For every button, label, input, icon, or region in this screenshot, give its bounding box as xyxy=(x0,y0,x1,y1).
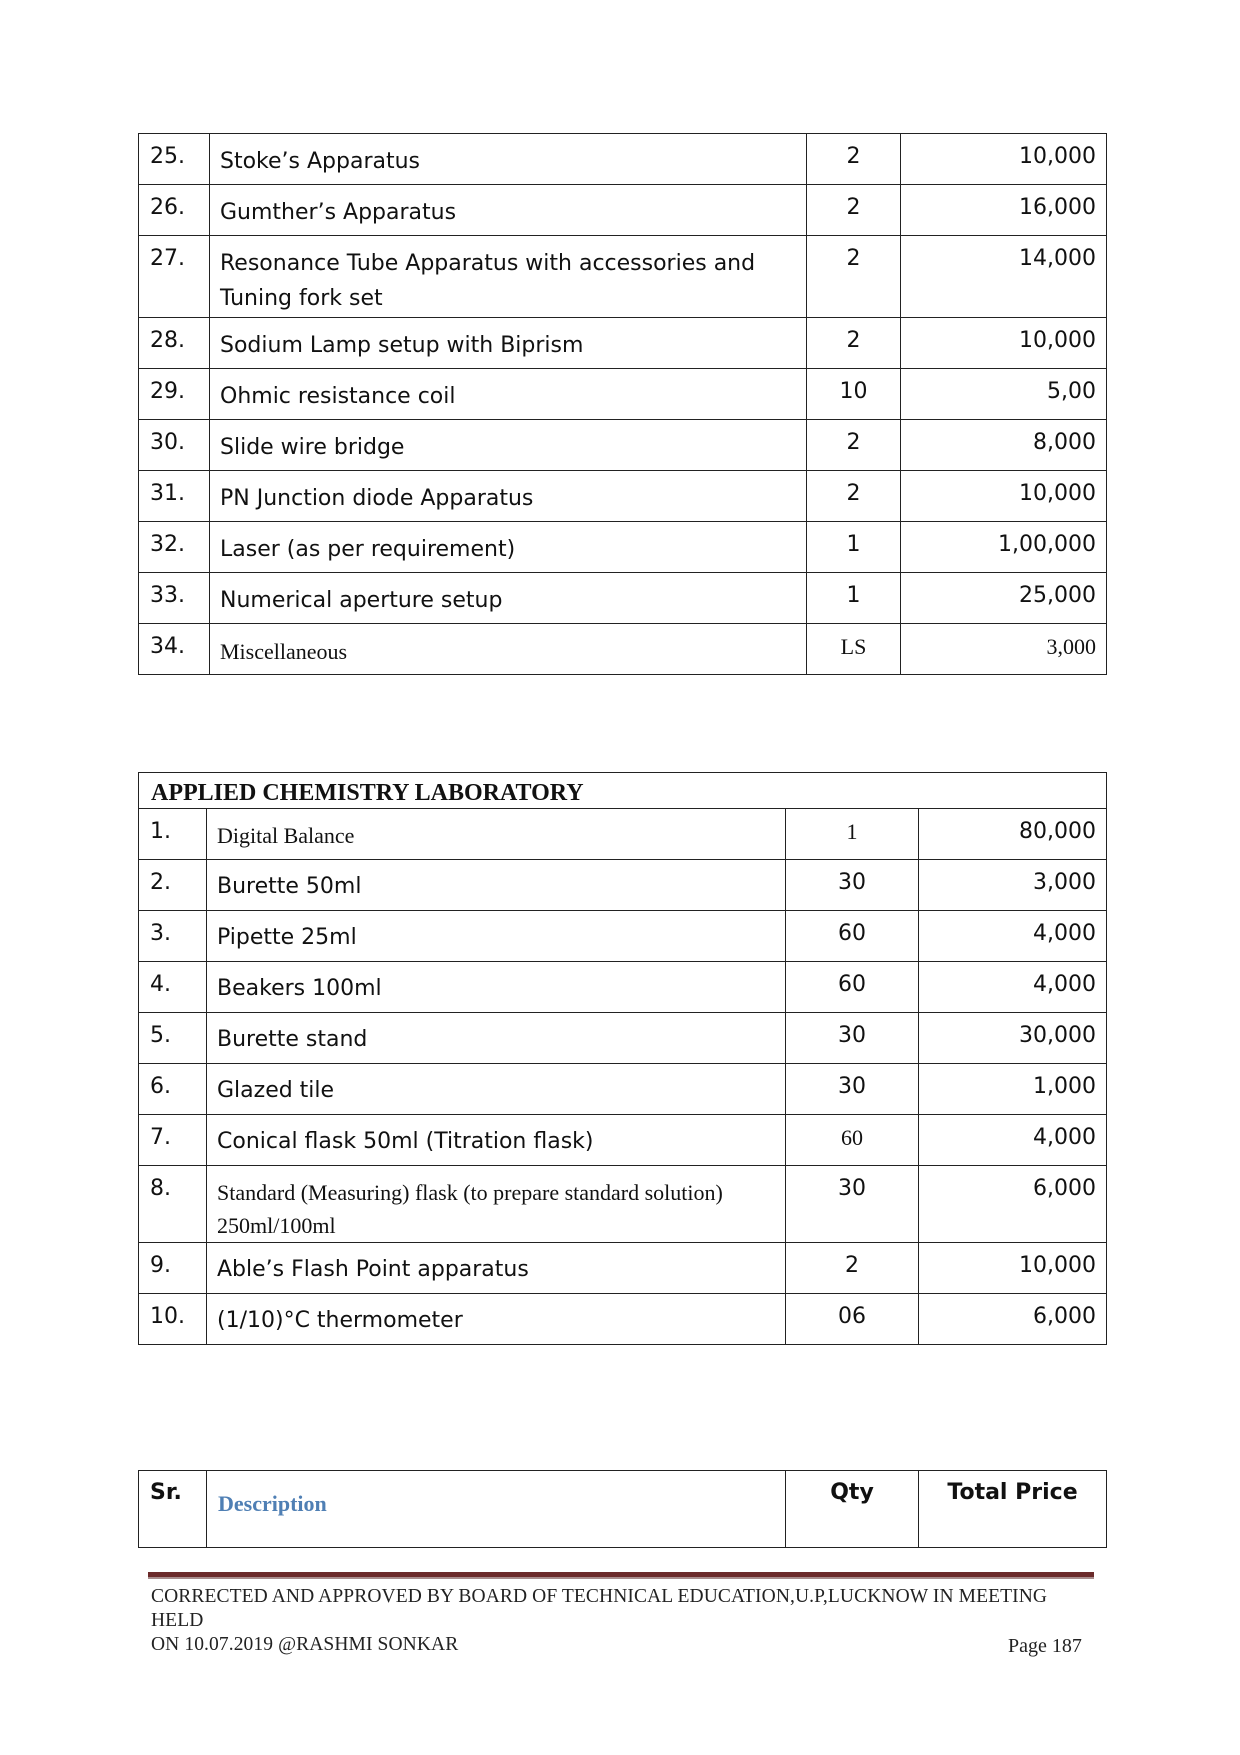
row-total-price: 10,000 xyxy=(901,318,1107,369)
row-serial-number: 29. xyxy=(139,369,210,420)
row-serial-number: 25. xyxy=(139,134,210,185)
table-row xyxy=(139,522,1107,573)
row-quantity: 30 xyxy=(786,1013,919,1064)
table-row xyxy=(139,1243,1107,1294)
row-total-price: 10,000 xyxy=(901,471,1107,522)
table-row xyxy=(139,624,1107,675)
table-row xyxy=(139,962,1107,1013)
row-description: (1/10)°C thermometer xyxy=(207,1294,786,1345)
row-serial-number: 30. xyxy=(139,420,210,471)
physics-table-body xyxy=(139,134,1107,675)
row-description: Digital Balance xyxy=(207,809,786,860)
row-total-price: 5,00 xyxy=(901,369,1107,420)
row-description: Ohmic resistance coil xyxy=(210,369,807,420)
chemistry-equipment-table xyxy=(138,772,1107,1345)
row-total-price: 80,000 xyxy=(919,809,1107,860)
header-total-price: Total Price xyxy=(919,1471,1107,1548)
row-total-price: 1,00,000 xyxy=(901,522,1107,573)
row-description: Gumther’s Apparatus xyxy=(210,185,807,236)
row-serial-number: 7. xyxy=(139,1115,207,1166)
header-qty: Qty xyxy=(786,1471,919,1548)
table-row xyxy=(139,911,1107,962)
row-quantity: 30 xyxy=(786,1166,919,1243)
row-quantity: 10 xyxy=(807,369,901,420)
physics-equipment-table xyxy=(138,133,1107,675)
row-total-price: 4,000 xyxy=(919,911,1107,962)
row-total-price: 4,000 xyxy=(919,1115,1107,1166)
page-number: Page 187 xyxy=(1008,1635,1082,1657)
table-row xyxy=(139,369,1107,420)
row-description: Conical flask 50ml (Titration flask) xyxy=(207,1115,786,1166)
row-description: Numerical aperture setup xyxy=(210,573,807,624)
row-quantity: 30 xyxy=(786,1064,919,1115)
table-row xyxy=(139,318,1107,369)
row-total-price: 8,000 xyxy=(901,420,1107,471)
row-quantity: 06 xyxy=(786,1294,919,1345)
row-description: Laser (as per requirement) xyxy=(210,522,807,573)
row-serial-number: 33. xyxy=(139,573,210,624)
table-row xyxy=(139,1013,1107,1064)
row-quantity: LS xyxy=(807,624,901,675)
row-quantity: 60 xyxy=(786,1115,919,1166)
row-quantity: 2 xyxy=(807,134,901,185)
row-serial-number: 34. xyxy=(139,624,210,675)
row-quantity: 1 xyxy=(807,522,901,573)
row-quantity: 60 xyxy=(786,962,919,1013)
row-serial-number: 1. xyxy=(139,809,207,860)
row-quantity: 60 xyxy=(786,911,919,962)
table-row xyxy=(139,809,1107,860)
row-serial-number: 2. xyxy=(139,860,207,911)
row-description: Glazed tile xyxy=(207,1064,786,1115)
row-description: Sodium Lamp setup with Biprism xyxy=(210,318,807,369)
section-title: APPLIED CHEMISTRY LABORATORY xyxy=(139,773,1107,809)
footer-approval-text xyxy=(151,1585,1101,1657)
row-total-price: 14,000 xyxy=(901,236,1107,318)
row-total-price: 25,000 xyxy=(901,573,1107,624)
table-row xyxy=(139,420,1107,471)
row-total-price: 1,000 xyxy=(919,1064,1107,1115)
row-serial-number: 31. xyxy=(139,471,210,522)
row-serial-number: 27. xyxy=(139,236,210,318)
row-serial-number: 3. xyxy=(139,911,207,962)
row-total-price: 6,000 xyxy=(919,1166,1107,1243)
row-quantity: 2 xyxy=(807,236,901,318)
row-description: PN Junction diode Apparatus xyxy=(210,471,807,522)
header-description: Description xyxy=(207,1471,786,1548)
row-quantity: 2 xyxy=(807,185,901,236)
row-description: Burette stand xyxy=(207,1013,786,1064)
chemistry-table-body xyxy=(139,773,1107,1345)
table-header xyxy=(138,1470,1107,1548)
row-description: Stoke’s Apparatus xyxy=(210,134,807,185)
table-row xyxy=(139,236,1107,318)
row-quantity: 2 xyxy=(807,318,901,369)
row-quantity: 2 xyxy=(807,471,901,522)
table-row xyxy=(139,1294,1107,1345)
row-description: Able’s Flash Point apparatus xyxy=(207,1243,786,1294)
table-row xyxy=(139,471,1107,522)
row-description: Slide wire bridge xyxy=(210,420,807,471)
row-serial-number: 32. xyxy=(139,522,210,573)
row-description: Miscellaneous xyxy=(210,624,807,675)
row-total-price: 6,000 xyxy=(919,1294,1107,1345)
row-serial-number: 9. xyxy=(139,1243,207,1294)
table-row xyxy=(139,860,1107,911)
row-total-price: 30,000 xyxy=(919,1013,1107,1064)
row-serial-number: 5. xyxy=(139,1013,207,1064)
row-quantity: 2 xyxy=(786,1243,919,1294)
header-sr: Sr. xyxy=(139,1471,207,1548)
table-row xyxy=(139,134,1107,185)
row-quantity: 1 xyxy=(807,573,901,624)
footer-line-2: ON 10.07.2019 @RASHMI SONKAR xyxy=(151,1634,459,1655)
row-quantity: 1 xyxy=(786,809,919,860)
row-total-price: 10,000 xyxy=(901,134,1107,185)
table-row xyxy=(139,185,1107,236)
table-row xyxy=(139,573,1107,624)
row-serial-number: 28. xyxy=(139,318,210,369)
row-total-price: 4,000 xyxy=(919,962,1107,1013)
row-total-price: 3,000 xyxy=(901,624,1107,675)
row-serial-number: 6. xyxy=(139,1064,207,1115)
row-description: Resonance Tube Apparatus with accessories and Tuning fork set xyxy=(210,236,807,318)
footer-divider xyxy=(148,1572,1094,1579)
row-serial-number: 8. xyxy=(139,1166,207,1243)
table-row xyxy=(139,1166,1107,1243)
row-description: Burette 50ml xyxy=(207,860,786,911)
row-description: Beakers 100ml xyxy=(207,962,786,1013)
row-quantity: 30 xyxy=(786,860,919,911)
section-title-row xyxy=(139,773,1107,809)
row-serial-number: 10. xyxy=(139,1294,207,1345)
row-serial-number: 26. xyxy=(139,185,210,236)
table-row xyxy=(139,1064,1107,1115)
row-total-price: 16,000 xyxy=(901,185,1107,236)
table-row xyxy=(139,1115,1107,1166)
row-quantity: 2 xyxy=(807,420,901,471)
footer-line-1: CORRECTED AND APPROVED BY BOARD OF TECHNICAL EDUCATION,U.P,LUCKNOW IN MEETING HELD xyxy=(151,1586,1048,1631)
row-total-price: 10,000 xyxy=(919,1243,1107,1294)
row-description: Standard (Measuring) flask (to prepare standard solution) 250ml/100ml xyxy=(207,1166,786,1243)
row-description: Pipette 25ml xyxy=(207,911,786,962)
header-row xyxy=(139,1471,1107,1548)
row-total-price: 3,000 xyxy=(919,860,1107,911)
row-serial-number: 4. xyxy=(139,962,207,1013)
